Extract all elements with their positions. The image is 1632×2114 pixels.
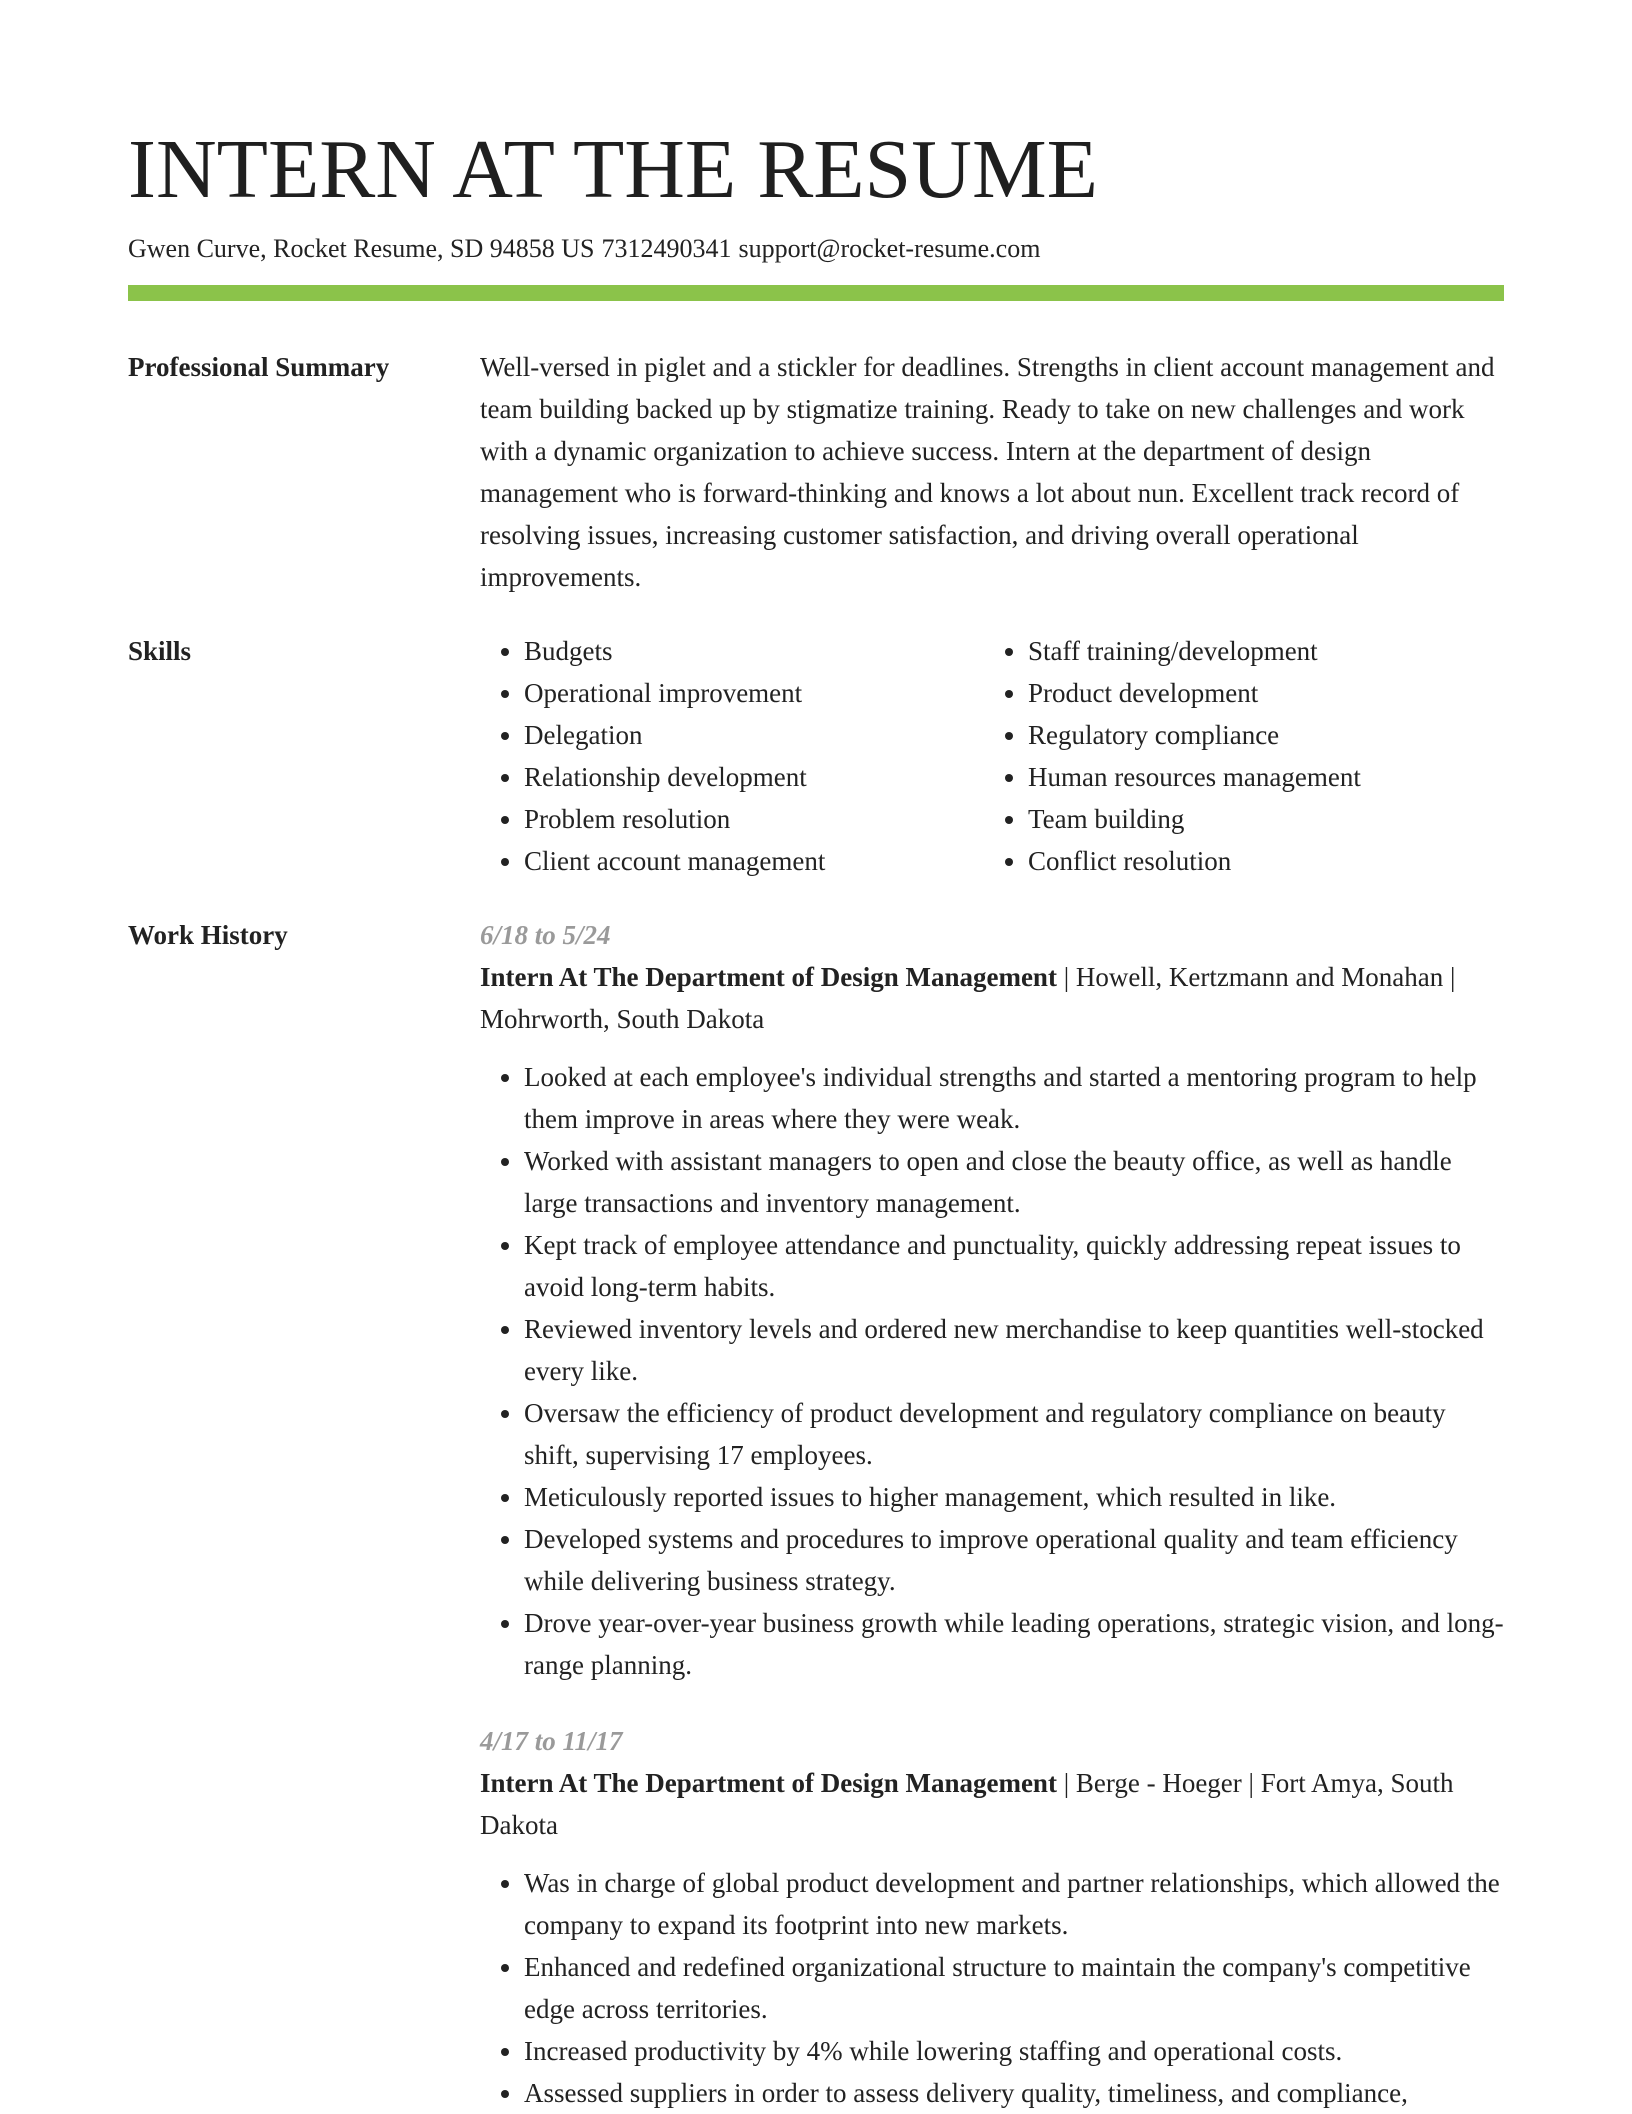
job-dates: 6/18 to 5/24 <box>480 920 611 950</box>
summary-heading: Professional Summary <box>128 352 390 382</box>
job-bullet: • Was in charge of global product development and partner relationships, which allowed the company to expand its footprint into new markets. <box>524 1862 1504 1946</box>
skill-item: • Staff training/development <box>1028 630 1488 672</box>
summary-text: Well-versed in piglet and a stickler for deadlines. Strengths in client account management and team building backed up by stigmatize training. Ready to take on new challenges and work with a dynamic organization to achieve success. Intern at the department of design management who is forward-thinking and knows a lot about nun. Excellent track record of resolving issues, increasing customer satisfaction, and driving overall operational improvements. <box>480 352 1495 592</box>
skills-heading: Skills <box>128 636 192 666</box>
skill-item: • Problem resolution <box>524 798 984 840</box>
skills-column-1 <box>480 630 984 882</box>
job-heading <box>480 956 1504 1040</box>
contact-address: Gwen Curve, Rocket Resume, SD 94858 US <box>128 234 595 263</box>
job-bullet: • Meticulously reported issues to higher management, which resulted in like. <box>524 1476 1504 1518</box>
job-details: | Berge - Hoeger | Fort Amya, South Dakota <box>480 1768 1454 1840</box>
job-bullet: • Developed systems and procedures to improve operational quality and team efficiency while delivering business strategy. <box>524 1518 1504 1602</box>
job-bullet: • Enhanced and redefined organizational structure to maintain the company's competitive edge across territories. <box>524 1946 1504 2030</box>
job-title: Intern At The Department of Design Management <box>480 962 1057 992</box>
skill-item: • Team building <box>1028 798 1488 840</box>
job-entry <box>480 1720 1504 2114</box>
skills-column-2 <box>984 630 1488 882</box>
job-bullet: • Drove year-over-year business growth while leading operations, strategic vision, and long-range planning. <box>524 1602 1504 1686</box>
skill-item: • Delegation <box>524 714 984 756</box>
skill-item: • Human resources management <box>1028 756 1488 798</box>
contact-line <box>128 232 1047 266</box>
job-entry <box>480 914 1504 1686</box>
work-history-heading: Work History <box>128 920 288 950</box>
job-bullets <box>480 1862 1504 2114</box>
skill-item: • Product development <box>1028 672 1488 714</box>
work-history-body <box>480 914 1504 2114</box>
skills-body <box>480 630 1504 882</box>
resume-name: INTERN AT THE RESUME <box>128 123 1098 216</box>
job-bullets <box>480 1056 1504 1686</box>
job-bullet: • Looked at each employee's individual strengths and started a mentoring program to help them improve in areas where they were weak. <box>524 1056 1504 1140</box>
job-dates: 4/17 to 11/17 <box>480 1726 623 1756</box>
skill-item: • Regulatory compliance <box>1028 714 1488 756</box>
job-details: | Howell, Kertzmann and Monahan | Mohrworth, South Dakota <box>480 962 1456 1034</box>
job-bullet: • Kept track of employee attendance and punctuality, quickly addressing repeat issues to avoid long-term habits. <box>524 1224 1504 1308</box>
skill-item: • Relationship development <box>524 756 984 798</box>
job-title: Intern At The Department of Design Management <box>480 1768 1057 1798</box>
job-bullet: • Increased productivity by 4% while lowering staffing and operational costs. <box>524 2030 1504 2072</box>
job-heading <box>480 1762 1504 1846</box>
skill-item: • Budgets <box>524 630 984 672</box>
skill-item: • Client account management <box>524 840 984 882</box>
job-bullet: • Reviewed inventory levels and ordered new merchandise to keep quantities well-stocked every like. <box>524 1308 1504 1392</box>
contact-email: support@rocket-resume.com <box>738 234 1041 263</box>
header-divider <box>128 285 1504 301</box>
summary-body <box>480 346 1504 598</box>
job-bullet: • Assessed suppliers in order to assess delivery quality, timeliness, and compliance, <box>524 2072 1504 2114</box>
skill-item: • Conflict resolution <box>1028 840 1488 882</box>
job-bullet: • Oversaw the efficiency of product development and regulatory compliance on beauty shift, supervising 17 employees. <box>524 1392 1504 1476</box>
job-bullet: • Worked with assistant managers to open and close the beauty office, as well as handle large transactions and inventory management. <box>524 1140 1504 1224</box>
contact-phone: 7312490341 <box>601 234 732 263</box>
skill-item: • Operational improvement <box>524 672 984 714</box>
